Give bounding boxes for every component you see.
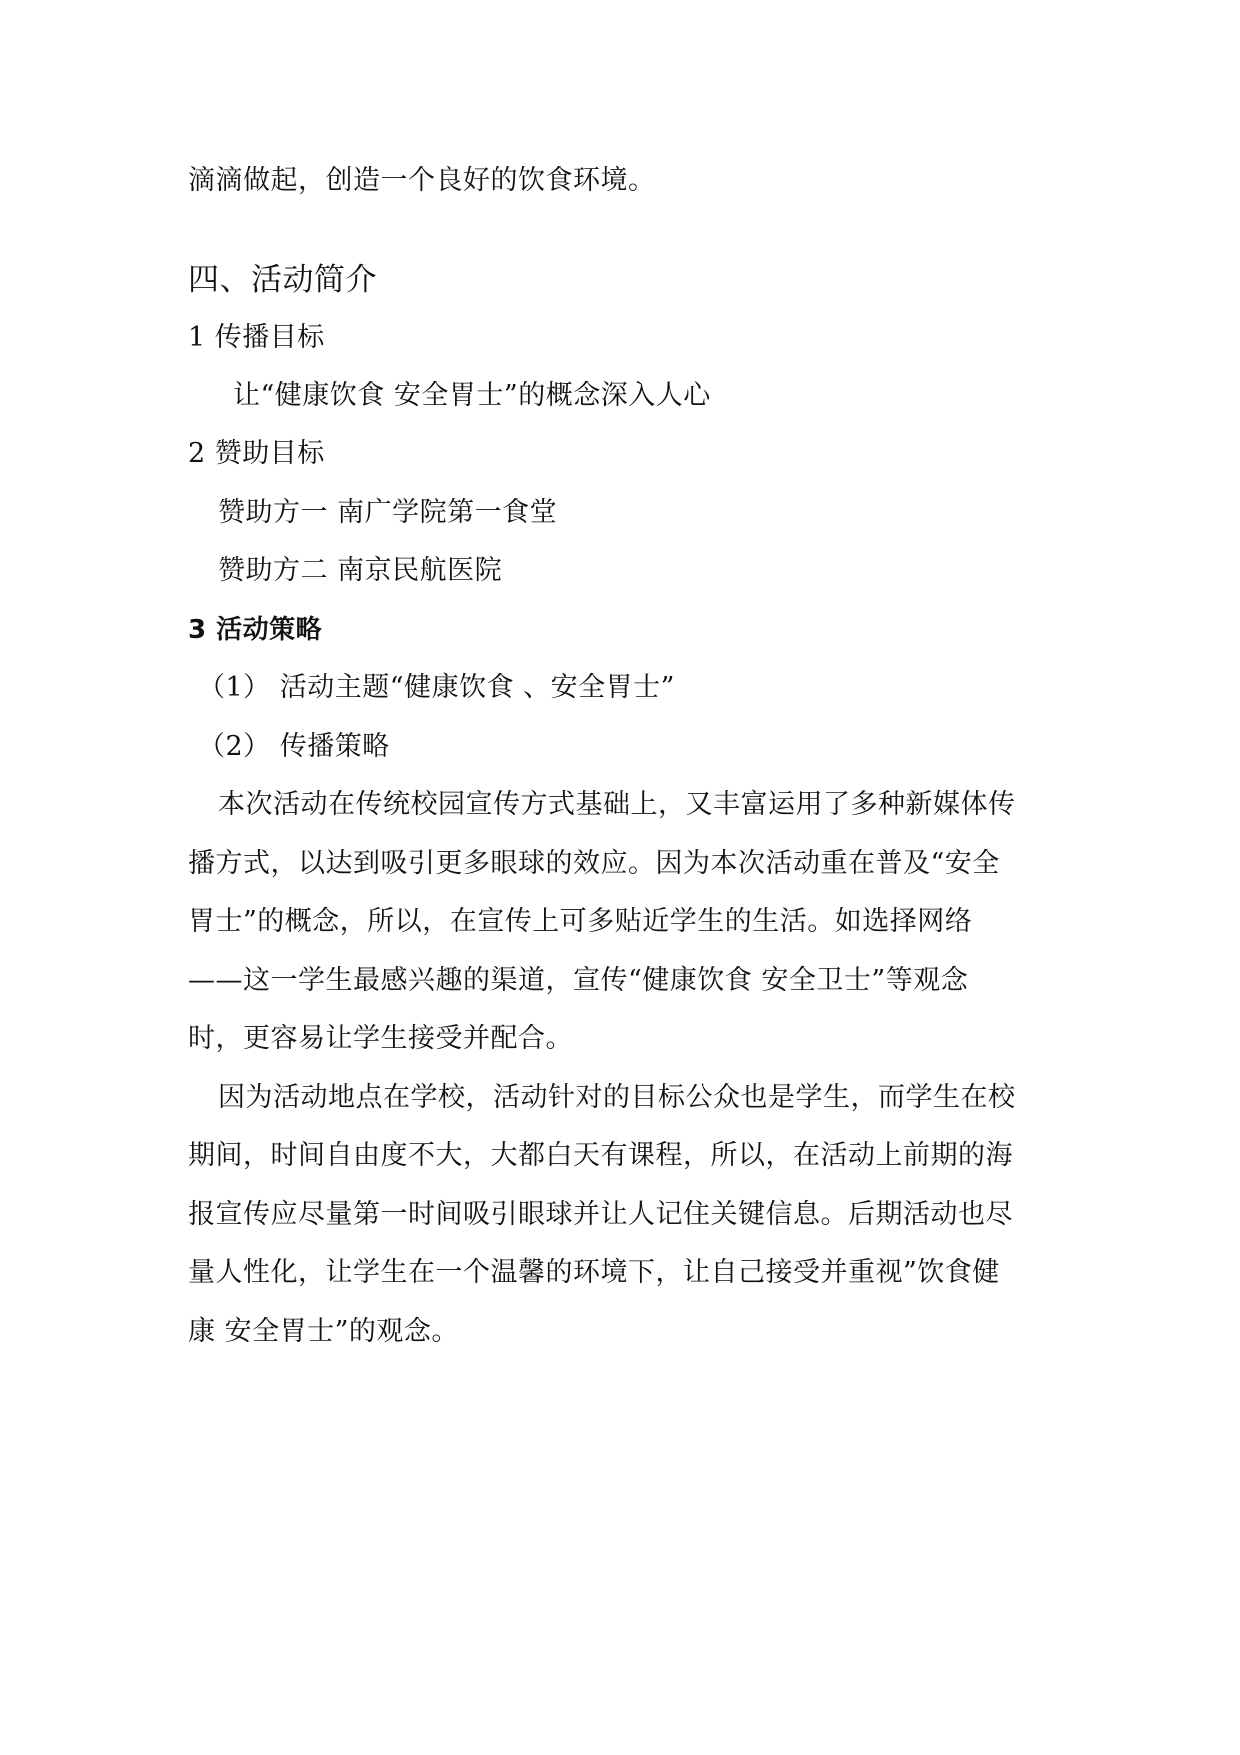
goal2-title: 2 赞助目标 [188, 438, 325, 469]
section-heading: 四、活动简介 [188, 262, 377, 298]
strategy-item-1: （1） 活动主题“健康饮食 、安全胃士” [198, 672, 675, 703]
paragraph2-line: 报宣传应尽量第一时间吸引眼球并让人记住关键信息。后期活动也尽 [188, 1199, 1013, 1230]
sponsor-1: 赞助方一 南广学院第一食堂 [218, 497, 558, 528]
paragraph2-line: 期间，时间自由度不大，大都白天有课程，所以，在活动上前期的海 [188, 1140, 1013, 1171]
paragraph1-line: ——这一学生最感兴趣的渠道，宣传“健康饮食 安全卫士”等观念 [188, 965, 969, 996]
intro-tail-text: 滴滴做起，创造一个良好的饮食环境。 [188, 165, 656, 196]
paragraph1-line: 本次活动在传统校园宣传方式基础上，又丰富运用了多种新媒体传 [218, 789, 1016, 820]
goal1-content: 让“健康饮食 安全胃士”的概念深入人心 [233, 380, 711, 411]
paragraph1-line: 时，更容易让学生接受并配合。 [188, 1023, 573, 1054]
sponsor-2: 赞助方二 南京民航医院 [218, 555, 503, 586]
strategy-item-2: （2） 传播策略 [198, 731, 390, 762]
paragraph2-line: 康 安全胃士”的观念。 [188, 1316, 459, 1347]
goal1-title: 1 传播目标 [188, 322, 325, 353]
paragraph1-line: 胃士”的概念，所以，在宣传上可多贴近学生的生活。如选择网络 [188, 906, 973, 937]
strategy-title: 3 活动策略 [188, 615, 323, 645]
paragraph1-line: 播方式，以达到吸引更多眼球的效应。因为本次活动重在普及“安全 [188, 848, 1000, 879]
paragraph2-line: 量人性化，让学生在一个温馨的环境下，让自己接受并重视”饮食健 [188, 1257, 1000, 1288]
paragraph2-line: 因为活动地点在学校，活动针对的目标公众也是学生，而学生在校 [218, 1082, 1016, 1113]
